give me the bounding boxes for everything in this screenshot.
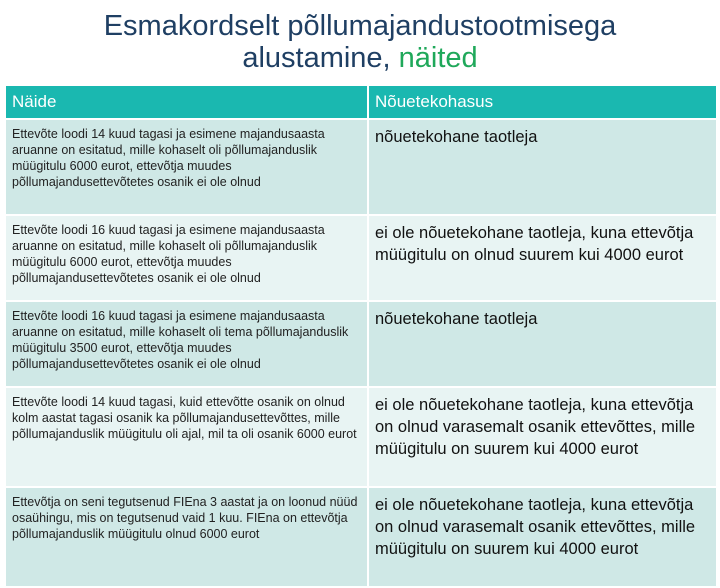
example-cell: Ettevõte loodi 16 kuud tagasi ja esimene majandusaasta aruanne on esitatud, mille kohaselt oli põllumajanduslik müügitulu 6000 eurot, ettevõtja muudes põllumajandusettevõtetes osanik ei ole olnud [5,215,368,301]
title-line-1: Esmakordselt põllumajandustootmisega [103,10,617,42]
eligibility-cell: ei ole nõuetekohane taotleja, kuna ettevõtja müügitulu on olnud suurem kui 4000 eurot [368,215,717,301]
title-line-2 [0,42,720,74]
eligibility-cell: nõuetekohane taotleja [368,119,717,215]
eligibility-cell: nõuetekohane taotleja [368,301,717,387]
example-cell: Ettevõte loodi 14 kuud tagasi ja esimene majandusaasta aruanne on esitatud, mille kohaselt oli põllumajanduslik müügitulu 6000 eurot, ettevõtja muudes põllumajandusettevõtetes osanik ei ole olnud [5,119,368,215]
example-cell: Ettevõte loodi 16 kuud tagasi ja esimene majandusaasta aruanne on esitatud, mille kohaselt oli tema põllumajanduslik müügitulu 3500 eurot, ettevõtja muudes põllumajandusettevõtetes osanik ei ole olnud [5,301,368,387]
table-row [5,301,717,387]
header-eligibility: Nõuetekohasus [368,85,717,119]
table-row [5,387,717,487]
title-line-2-main: alustamine, [242,42,399,74]
slide-title [0,10,720,74]
title-line-2-accent: näited [398,42,478,74]
eligibility-cell: ei ole nõuetekohane taotleja, kuna ettevõtja on olnud varasemalt osanik ettevõttes, mille müügitulu on suurem kui 4000 eurot [368,487,717,587]
eligibility-cell: ei ole nõuetekohane taotleja, kuna ettevõtja on olnud varasemalt osanik ettevõttes, mille müügitulu on suurem kui 4000 eurot [368,387,717,487]
table-row [5,487,717,587]
table-row [5,215,717,301]
example-cell: Ettevõte loodi 14 kuud tagasi, kuid ettevõtte osanik on olnud kolm aastat tagasi osanik ka põllumajandusettevõttes, mille põllumajanduslik müügitulu oli ajal, mil ta oli osanik 6000 eurot [5,387,368,487]
example-cell: Ettevõtja on seni tegutsenud FIEna 3 aastat ja on loonud nüüd osaühingu, mis on tegutsenud vaid 1 kuu. FIEna on ettevõtja põllumajanduslik müügitulu olnud 6000 eurot [5,487,368,587]
header-example: Näide [5,85,368,119]
table-row [5,119,717,215]
examples-table [4,84,718,588]
table-header-row [5,85,717,119]
